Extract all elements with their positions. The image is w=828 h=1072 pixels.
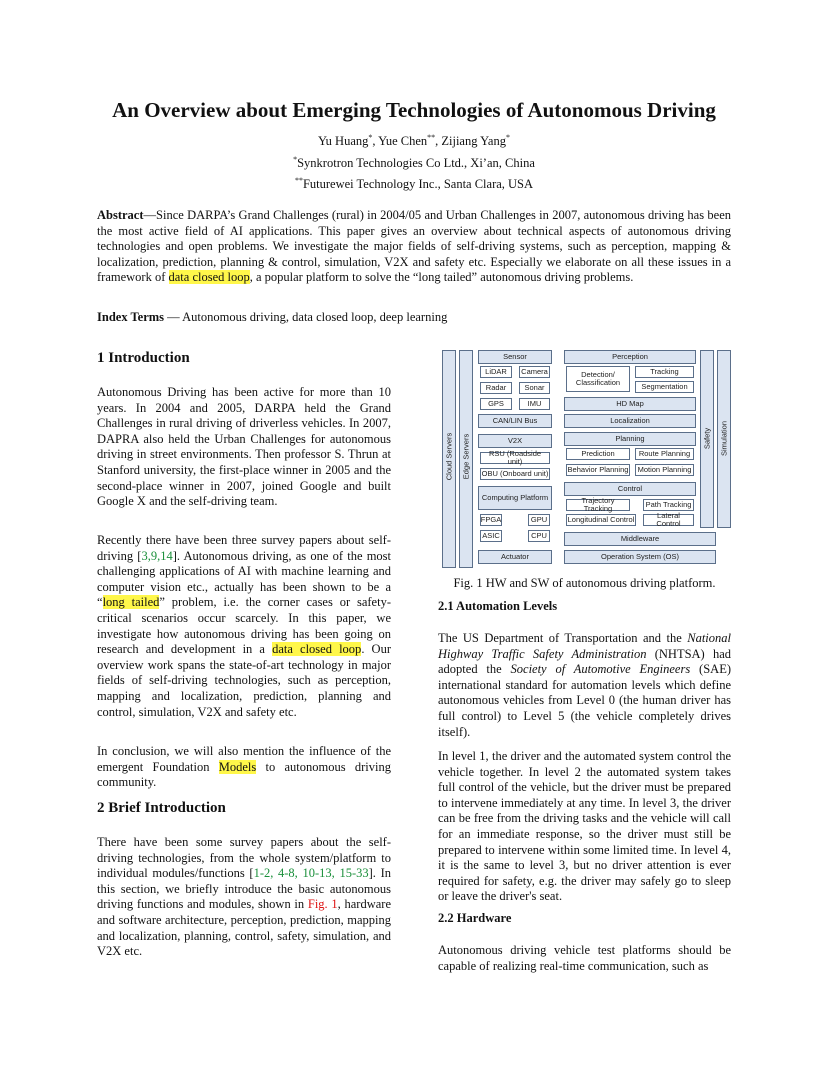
localization-box: Localization — [564, 414, 696, 428]
behavior-planning-box: Behavior Planning — [566, 464, 630, 476]
index-terms — [97, 310, 731, 325]
text: ]. In this section, we briefly introduce the basic autonomous driving functions and modules, shown in — [97, 866, 391, 912]
affiliation-mark: * — [293, 154, 298, 164]
tracking-box: Tracking — [635, 366, 694, 378]
gpu-box: GPU — [528, 514, 550, 526]
paragraph — [438, 631, 731, 740]
paragraph: Autonomous driving vehicle test platforms should be capable of realizing real-time communication, such as — [438, 943, 731, 973]
text: (NHTSA) had adopted the — [438, 646, 731, 677]
index-terms-label: Index Terms — [97, 310, 165, 324]
highlight: long tailed — [102, 595, 160, 610]
highlight: data closed loop — [272, 642, 362, 657]
affiliation — [0, 177, 828, 192]
camera-box: Camera — [519, 366, 550, 378]
citation-link[interactable]: 1-2, 4-8, 10-13, 15-33 — [253, 866, 369, 881]
text: The US Department of Transportation and the — [438, 631, 688, 645]
figure-link[interactable]: Fig. 1 — [307, 897, 338, 912]
hd-map-box: HD Map — [564, 397, 696, 411]
edge-servers-label: Edge Servers — [461, 433, 471, 480]
author-name: Zijiang Yang — [441, 134, 506, 148]
author-mark: * — [505, 132, 510, 142]
motion-planning-box: Motion Planning — [635, 464, 694, 476]
asic-box: ASIC — [480, 530, 502, 542]
detection-box: Detection/ Classification — [566, 366, 630, 392]
paragraph — [97, 533, 391, 720]
cloud-servers-label: Cloud Servers — [444, 432, 454, 481]
citation-link[interactable]: 3,9,14 — [141, 548, 173, 563]
safety-label: Safety — [702, 427, 712, 450]
lateral-control-box: Lateral Control — [643, 514, 694, 526]
simulation-label: Simulation — [719, 420, 729, 457]
text: Recently there have been three survey papers about self-driving [ — [97, 533, 391, 563]
subsection-heading: 2.1 Automation Levels — [438, 599, 558, 613]
segmentation-box: Segmentation — [635, 381, 694, 393]
affiliation-text: Futurewei Technology Inc., Santa Clara, USA — [302, 177, 534, 191]
abstract-text: —Since DARPA’s Grand Challenges (rural) in 2004/05 and Urban Challenges in 2007, autonomous driving has been the most active field of AI applications. This paper gives an overview about technical aspects of autonomous driving technologies and open problems. We investigate the major fields of self-driving systems, such as perception, mapping & localization, prediction, planning & control, simulation, V2X and safety etc. Especially we elaborate on all these issues in a framework of — [97, 208, 731, 285]
obu-box: OBU (Onboard unit) — [480, 468, 550, 480]
figure-caption: Fig. 1 HW and SW of autonomous driving platform. — [453, 576, 716, 590]
text: In conclusion, we will also mention the influence of the emergent Foundation — [97, 744, 391, 774]
imu-box: IMU — [519, 398, 550, 410]
affiliation-mark: ** — [294, 175, 303, 185]
author-name: Yue Chen — [378, 134, 428, 148]
can-bus-box: CAN/LIN Bus — [478, 414, 552, 428]
subsection-heading: 2.2 Hardware — [438, 911, 512, 925]
italic-text: National Highway Traffic Safety Administration — [438, 631, 731, 661]
author-name: Yu Huang — [318, 134, 369, 148]
author-list: Yu Huang*, Yue Chen**, Zijiang Yang* — [318, 132, 510, 148]
paragraph — [97, 744, 391, 791]
fpga-box: FPGA — [480, 514, 502, 526]
abstract-label: Abstract — [97, 208, 144, 222]
planning-box: Planning — [564, 432, 696, 446]
paragraph: Autonomous Driving has been active for more than 10 years. In 2004 and 2005, DARPA held the Grand Challenges in rural driving of driverless vehicles. In 2007, DAPRA also held the Urban Challenges for autonomous driving in street environments. Then professor S. Thrun at Stanford university, the first-place winner in 2005 and the second-place winner in 2007, joined Google and built Google X and the self-driving team. — [97, 385, 391, 509]
affiliation — [0, 156, 828, 171]
longitudinal-control-box: Longitudinal Control — [566, 514, 636, 526]
index-terms-text: — Autonomous driving, data closed loop, deep learning — [164, 310, 448, 324]
path-tracking-box: Path Tracking — [643, 499, 694, 511]
text: ]. Autonomous driving, as one of the most challenging applications of AI with machine learning and computer vision etc., actually has been shown to be a “ — [97, 548, 392, 610]
text: to autonomous driving community. — [97, 759, 391, 790]
text: There have been some survey papers about the self-driving technologies, from the whole system/platform to individual modules/functions [ — [97, 835, 391, 881]
author-mark: ** — [427, 132, 436, 142]
text: , hardware and software architecture, perception, prediction, mapping and localization, planning, control, safety, simulation, and V2X etc. — [97, 897, 392, 959]
section-heading: 2 Brief Introduction — [97, 800, 226, 816]
highlight: data closed loop — [168, 270, 250, 285]
affiliation-text: Synkrotron Technologies Co Ltd., Xi’an, China — [297, 156, 535, 170]
os-box: Operation System (OS) — [564, 550, 716, 564]
paragraph: In level 1, the driver and the automated system control the vehicle together. In level 2 the automated system takes full control of the vehicle, but the driver must be prepared to intervene immediately at any time. In level 3, the driver can be free from the driving tasks and the vehicle will call for an immediate response, so the driver must still be prepared to intervene within some limited time. In level 4, it is the same to level 3, but no driver attention is ever required for safety, e.g. the driver may safely go to sleep or leave the driver's seat. — [438, 749, 731, 904]
computing-platform-box: Computing Platform — [478, 486, 552, 510]
route-planning-box: Route Planning — [635, 448, 694, 460]
sonar-box: Sonar — [519, 382, 550, 394]
lidar-box: LiDAR — [480, 366, 512, 378]
middleware-box: Middleware — [564, 532, 716, 546]
text: (SAE) international standard for automation levels which define autonomous vehicles from Level 0 (the human driver has full control) to Level 5 (the vehicle completely drives itself). — [438, 662, 731, 739]
v2x-box: V2X — [478, 434, 552, 448]
section-heading: 1 Introduction — [97, 350, 190, 366]
text: ” problem, i.e. the corner cases or safety-critical scenarios occur scarcely. In this paper, we investigate how autonomous driving has been going on research and development in a — [97, 595, 391, 657]
text: . Our overview work spans the state-of-art technology in major fields of self-driving technologies, such as perception, mapping and localization, prediction, planning and control, simulation, V2X and safety etc. — [97, 642, 391, 719]
abstract-text: , a popular platform to solve the “long tailed” autonomous driving problems. — [249, 270, 634, 285]
paragraph — [97, 835, 391, 960]
paper-title: An Overview about Emerging Technologies of Autonomous Driving — [112, 98, 716, 122]
radar-box: Radar — [480, 382, 512, 394]
sensor-box: Sensor — [478, 350, 552, 364]
cpu-box: CPU — [528, 530, 550, 542]
perception-box: Perception — [564, 350, 696, 364]
highlight: Models — [218, 759, 257, 774]
gps-box: GPS — [480, 398, 512, 410]
trajectory-tracking-box: Trajectory Tracking — [566, 499, 630, 511]
author-mark: * — [368, 132, 373, 142]
control-box: Control — [564, 482, 696, 496]
abstract — [97, 208, 731, 286]
architecture-figure — [442, 348, 732, 566]
prediction-box: Prediction — [566, 448, 630, 460]
actuator-box: Actuator — [478, 550, 552, 564]
rsu-box: RSU (Roadside unit) — [480, 452, 550, 464]
italic-text: Society of Automotive Engineers — [510, 662, 691, 677]
